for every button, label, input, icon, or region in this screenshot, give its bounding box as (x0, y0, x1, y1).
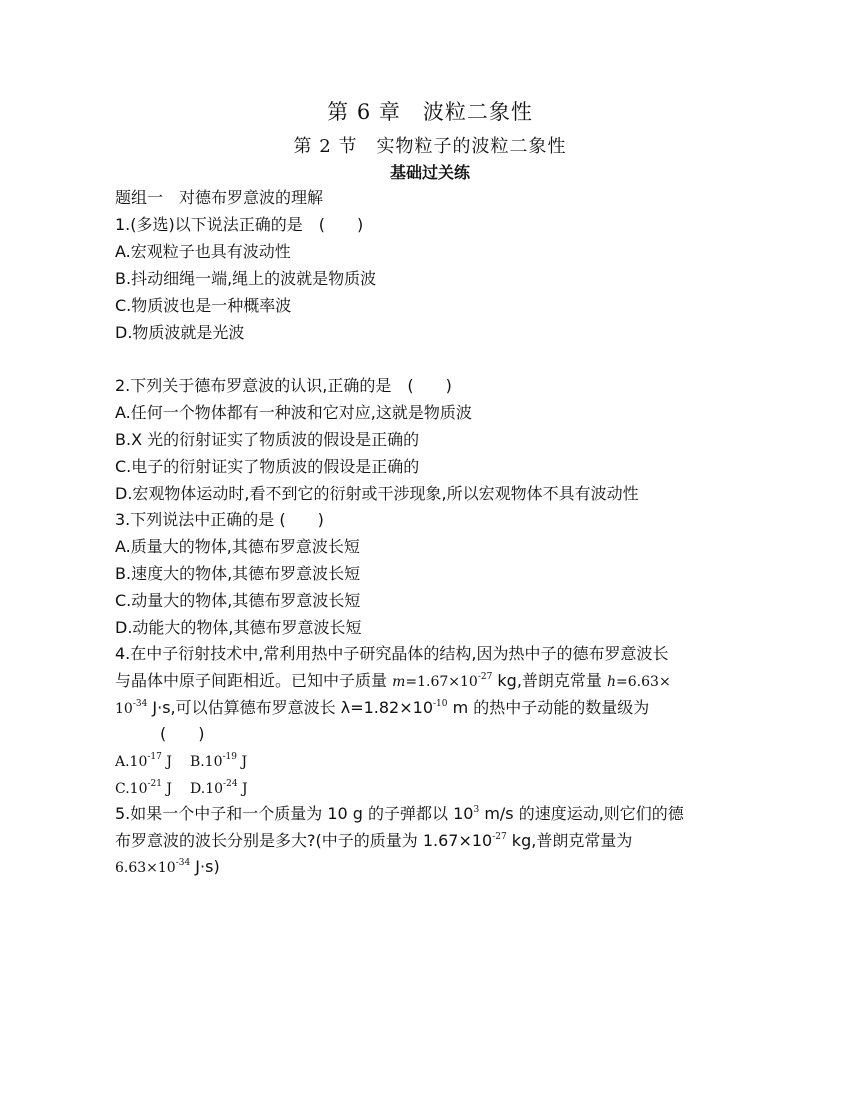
q3-option-b: B.速度大的物体,其德布罗意波长短 (115, 564, 361, 583)
q4-answer-paren: ( ) (160, 724, 205, 743)
q4-options-ab (115, 751, 247, 772)
q3-option-a: A.质量大的物体,其德布罗意波长短 (115, 537, 360, 556)
q2-option-b: B.X 光的衍射证实了物质波的假设是正确的 (115, 430, 420, 449)
q1-option-a: A.宏观粒子也具有波动性 (115, 242, 291, 261)
q4-line3 (115, 698, 649, 719)
q4-option-b: B.10 (189, 754, 223, 770)
q5-line1 (115, 804, 684, 824)
q5-mass-exponent: -27 (492, 832, 507, 842)
q3-option-d: D.动能大的物体,其德布罗意波长短 (115, 618, 362, 637)
q4-option-b-unit: J (237, 754, 248, 770)
q4-line2 (115, 671, 671, 692)
q5-line1-text-a: 5.如果一个中子和一个质量为 10 g 的子弹都以 10 (115, 804, 474, 823)
section-title: 第 2 节 实物粒子的波粒二象性 (293, 136, 567, 157)
q5-line2-text-b: kg,普朗克常量为 (506, 831, 633, 850)
q4-option-d: D.10 (190, 781, 224, 797)
q4-option-c: C.10 (115, 781, 148, 797)
exercise-subtitle: 基础过关练 (389, 163, 470, 182)
q4-option-a-exponent: -17 (147, 752, 162, 762)
q3-option-c: C.动量大的物体,其德布罗意波长短 (115, 591, 361, 610)
q4-mass-value: =1.67×10 (405, 674, 478, 690)
q4-option-d-exponent: -24 (223, 779, 238, 789)
q2-option-c: C.电子的衍射证实了物质波的假设是正确的 (115, 457, 420, 476)
chapter-title: 第 6 章 波粒二象性 (327, 100, 533, 124)
q4-option-a-unit: J (161, 754, 172, 770)
q4-planck-value: =6.63× (616, 674, 671, 690)
q4-line2-text-c: kg,普朗克常量 (492, 671, 608, 690)
q4-options-cd (115, 778, 248, 799)
q3-stem: 3.下列说法中正确的是 ( ) (115, 510, 324, 529)
q2-option-d: D.宏观物体运动时,看不到它的衍射或干涉现象,所以宏观物体不具有波动性 (115, 484, 639, 503)
q5-planck-exponent: -34 (175, 858, 191, 868)
q2-option-a: A.任何一个物体都有一种波和它对应,这就是物质波 (115, 403, 472, 422)
q4-wavelength-exponent: -10 (433, 699, 448, 709)
q4-option-b-exponent: -19 (222, 752, 237, 762)
q4-line3-text-b: J·s,可以估算德布罗意波长 λ=1.82×10 (147, 698, 433, 717)
q5-line3 (115, 857, 220, 878)
q5-speed-exponent: 3 (473, 805, 480, 815)
q5-line1-text-b: m/s 的速度运动,则它们的德 (479, 804, 684, 823)
q4-mass-symbol: m (392, 674, 406, 690)
q1-option-c: C.物质波也是一种概率波 (115, 296, 292, 315)
q5-line2 (115, 831, 632, 851)
q5-line2-text-a: 布罗意波的波长分别是多大?(中子的质量为 1.67×10 (115, 831, 493, 850)
q1-option-d: D.物质波就是光波 (115, 323, 245, 342)
q4-line1: 4.在中子衍射技术中,常利用热中子研究晶体的结构,因为热中子的德布罗意波长 (115, 644, 669, 663)
q4-planck-exponent: -34 (132, 699, 148, 709)
q4-option-c-exponent: -21 (147, 779, 162, 789)
q4-line3-text-c: m 的热中子动能的数量级为 (447, 698, 650, 717)
q4-option-a: A.10 (115, 754, 148, 770)
q2-stem: 2.下列关于德布罗意波的认识,正确的是 ( ) (115, 376, 452, 395)
q4-option-c-unit: J (161, 781, 173, 797)
q1-option-b: B.抖动细绳一端,绳上的波就是物质波 (115, 269, 377, 288)
q4-mass-exponent: -27 (477, 672, 493, 682)
q4-planck-symbol: h (607, 674, 617, 690)
group1-title: 题组一 对德布罗意波的理解 (115, 188, 324, 207)
q4-option-d-unit: J (237, 781, 248, 797)
q4-line2-text-a: 与晶体中原子间距相近。已知中子质量 (115, 671, 393, 690)
q4-planck-base: 10 (115, 701, 133, 717)
q1-stem: 1.(多选)以下说法正确的是 ( ) (115, 215, 364, 234)
q5-planck-value: 6.63×10 (115, 860, 176, 876)
q5-line3-text-b: J·s) (190, 857, 220, 876)
